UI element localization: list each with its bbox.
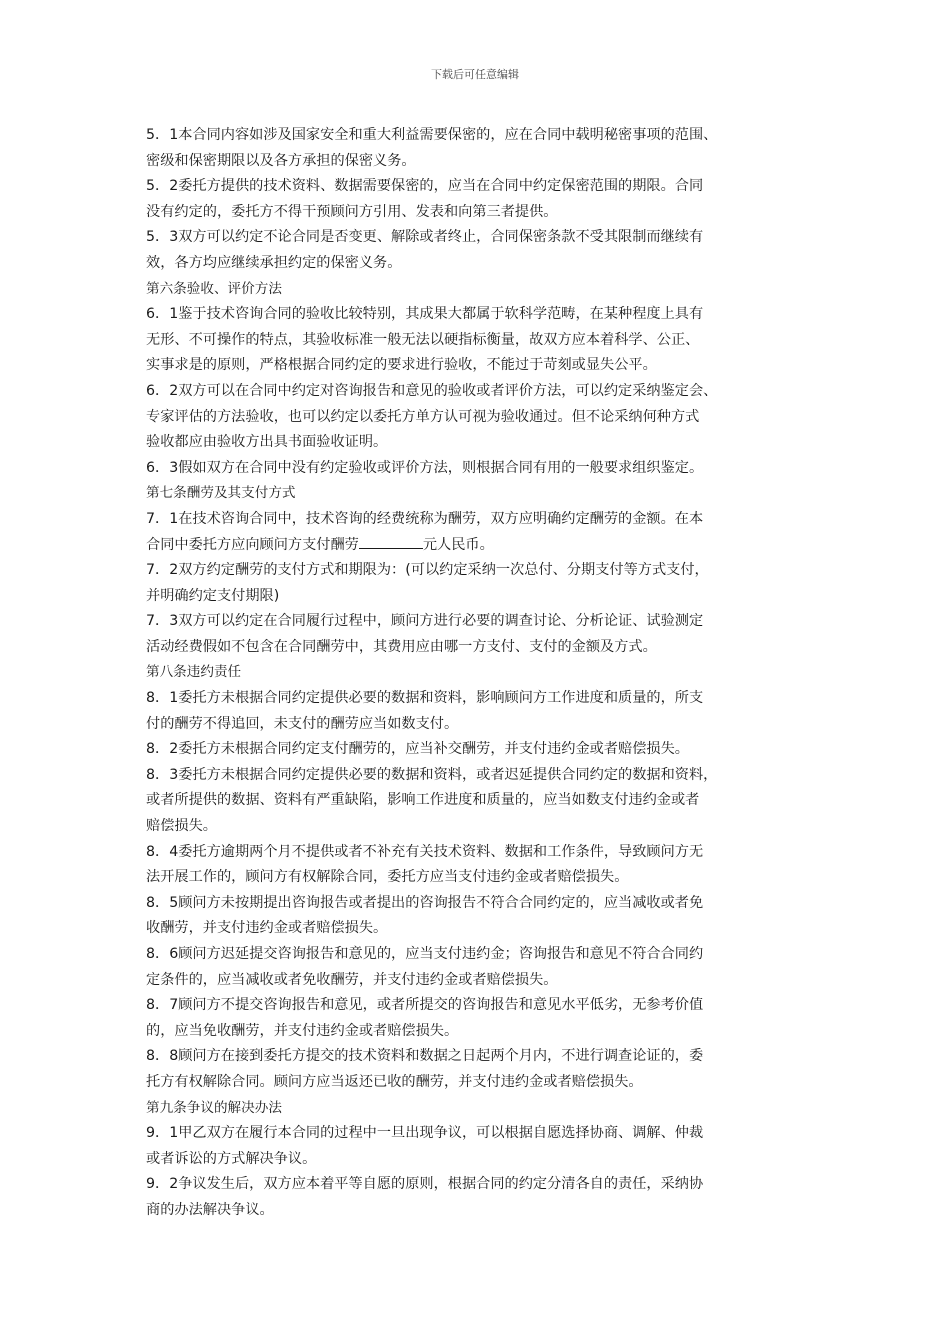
clause-7-1-text: 合同中委托方应向顾问方支付酬劳 — [146, 536, 359, 553]
clause-5-1: 5．1本合同内容如涉及国家安全和重大利益需要保密的，应在合同中载明秘密事项的范围、 — [146, 127, 718, 143]
clause-7-3: 7．3双方可以约定在合同履行过程中，顾问方进行必要的调查讨论、分析论证、试验测定 — [146, 613, 704, 630]
clause-8-4-cont: 法开展工作的，顾问方有权解除合同，委托方应当支付违约金或者赔偿损失。 — [146, 869, 629, 886]
clause-5-1-cont: 密级和保密期限以及各方承担的保密义务。 — [146, 152, 416, 169]
clause-6-1: 6．1鉴于技术咨询合同的验收比较特别，其成果大都属于软科学范畴，在某种程度上具有 — [146, 306, 704, 323]
clause-9-2: 9．2争议发生后，双方应本着平等自愿的原则，根据合同的约定分清各自的责任，采纳协 — [146, 1176, 704, 1193]
clause-8-7-cont: 的，应当免收酬劳，并支付违约金或者赔偿损失。 — [146, 1022, 459, 1039]
clause-9-1-cont: 或者诉讼的方式解决争议。 — [146, 1150, 317, 1167]
section-heading-8: 第八条违约责任 — [146, 664, 242, 681]
clause-6-2-cont: 验收都应由验收方出具书面验收证明。 — [146, 434, 388, 451]
clause-8-8-cont: 托方有权解除合同。顾问方应当返还已收的酬劳，并支付违约金或者赔偿损失。 — [146, 1073, 643, 1090]
section-heading-9: 第九条争议的解决办法 — [146, 1099, 282, 1116]
clause-8-5: 8．5顾问方未按期提出咨询报告或者提出的咨询报告不符合合同约定的，应当减收或者免 — [146, 894, 704, 911]
section-heading-6: 第六条验收、评价方法 — [146, 280, 282, 297]
clause-5-3-cont: 效，各方均应继续承担约定的保密义务。 — [146, 254, 402, 271]
clause-7-2-cont: 并明确约定支付期限) — [146, 587, 280, 604]
clause-8-6: 8．6顾问方迟延提交咨询报告和意见的，应当支付违约金；咨询报告和意见不符合合同约 — [146, 946, 704, 962]
clause-8-3: 8．3委托方未根据合同约定提供必要的数据和资料，或者迟延提供合同约定的数据和资料， — [146, 766, 718, 783]
clause-6-2: 6．2双方可以在合同中约定对咨询报告和意见的验收或者评价方法，可以约定采纳鉴定会、 — [146, 382, 718, 399]
clause-8-4: 8．4委托方逾期两个月不提供或者不补充有关技术资料、数据和工作条件，导致顾问方无 — [146, 843, 704, 860]
clause-6-1-cont: 实事求是的原则，严格根据合同约定的要求进行验收，不能过于苛刻或显失公平。 — [146, 357, 657, 374]
clause-6-1-cont: 无形、不可操作的特点，其验收标准一般无法以硬指标衡量，故双方应本着科学、公正、 — [146, 331, 700, 348]
clause-8-6-cont: 定条件的，应当减收或者免收酬劳，并支付违约金或者赔偿损失。 — [146, 971, 558, 988]
clause-5-2: 5．2委托方提供的技术资料、数据需要保密的，应当在合同中约定保密范围的期限。合同 — [146, 178, 704, 195]
clause-6-2-cont: 专家评估的方法验收，也可以约定以委托方单方认可视为验收通过。但不论采纳何种方式 — [146, 408, 700, 425]
clause-5-3: 5．3双方可以约定不论合同是否变更、解除或者终止，合同保密条款不受其限制而继续有 — [146, 229, 704, 246]
fee-currency-text: 元人民币。 — [422, 536, 494, 553]
clause-9-2-cont: 商的办法解决争议。 — [146, 1201, 274, 1218]
clause-8-1: 8．1委托方未根据合同约定提供必要的数据和资料，影响顾问方工作进度和质量的，所支 — [146, 690, 704, 707]
clause-8-7: 8．7顾问方不提交咨询报告和意见，或者所提交的咨询报告和意见水平低劣，无参考价值 — [146, 997, 704, 1014]
clause-8-8: 8．8顾问方在接到委托方提交的技术资料和数据之日起两个月内，不进行调查论证的，委 — [146, 1048, 704, 1065]
section-heading-7: 第七条酬劳及其支付方式 — [146, 485, 296, 502]
clause-7-2: 7．2双方约定酬劳的支付方式和期限为：(可以约定采纳一次总付、分期支付等方式支付， — [146, 562, 709, 579]
clause-6-3: 6．3假如双方在合同中没有约定验收或评价方法，则根据合同有用的一般要求组织鉴定。 — [146, 459, 704, 476]
clause-8-5-cont: 收酬劳，并支付违约金或者赔偿损失。 — [146, 920, 388, 937]
clause-8-2: 8．2委托方未根据合同约定支付酬劳的，应当补交酬劳，并支付违约金或者赔偿损失。 — [146, 741, 689, 758]
page-header-note: 下载后可任意编辑 — [431, 68, 519, 81]
clause-7-1-cont — [146, 533, 816, 559]
clause-7-3-cont: 活动经费假如不包含在合同酬劳中，其费用应由哪一方支付、支付的金额及方式。 — [146, 638, 657, 655]
fee-amount-blank[interactable] — [359, 534, 423, 549]
clause-8-3-cont: 或者所提供的数据、资料有严重缺陷，影响工作进度和质量的，应当如数支付违约金或者 — [146, 792, 700, 809]
clause-8-3-cont: 赔偿损失。 — [146, 818, 217, 835]
clause-7-1: 7．1在技术咨询合同中，技术咨询的经费统称为酬劳，双方应明确约定酬劳的金额。在本 — [146, 510, 704, 527]
clause-5-2-cont: 没有约定的，委托方不得干预顾问方引用、发表和向第三者提供。 — [146, 203, 558, 220]
clause-9-1: 9．1甲乙双方在履行本合同的过程中一旦出现争议，可以根据自愿选择协商、调解、仲裁 — [146, 1125, 704, 1142]
clause-8-1-cont: 付的酬劳不得追回，未支付的酬劳应当如数支付。 — [146, 715, 459, 732]
document-body — [146, 123, 816, 1224]
